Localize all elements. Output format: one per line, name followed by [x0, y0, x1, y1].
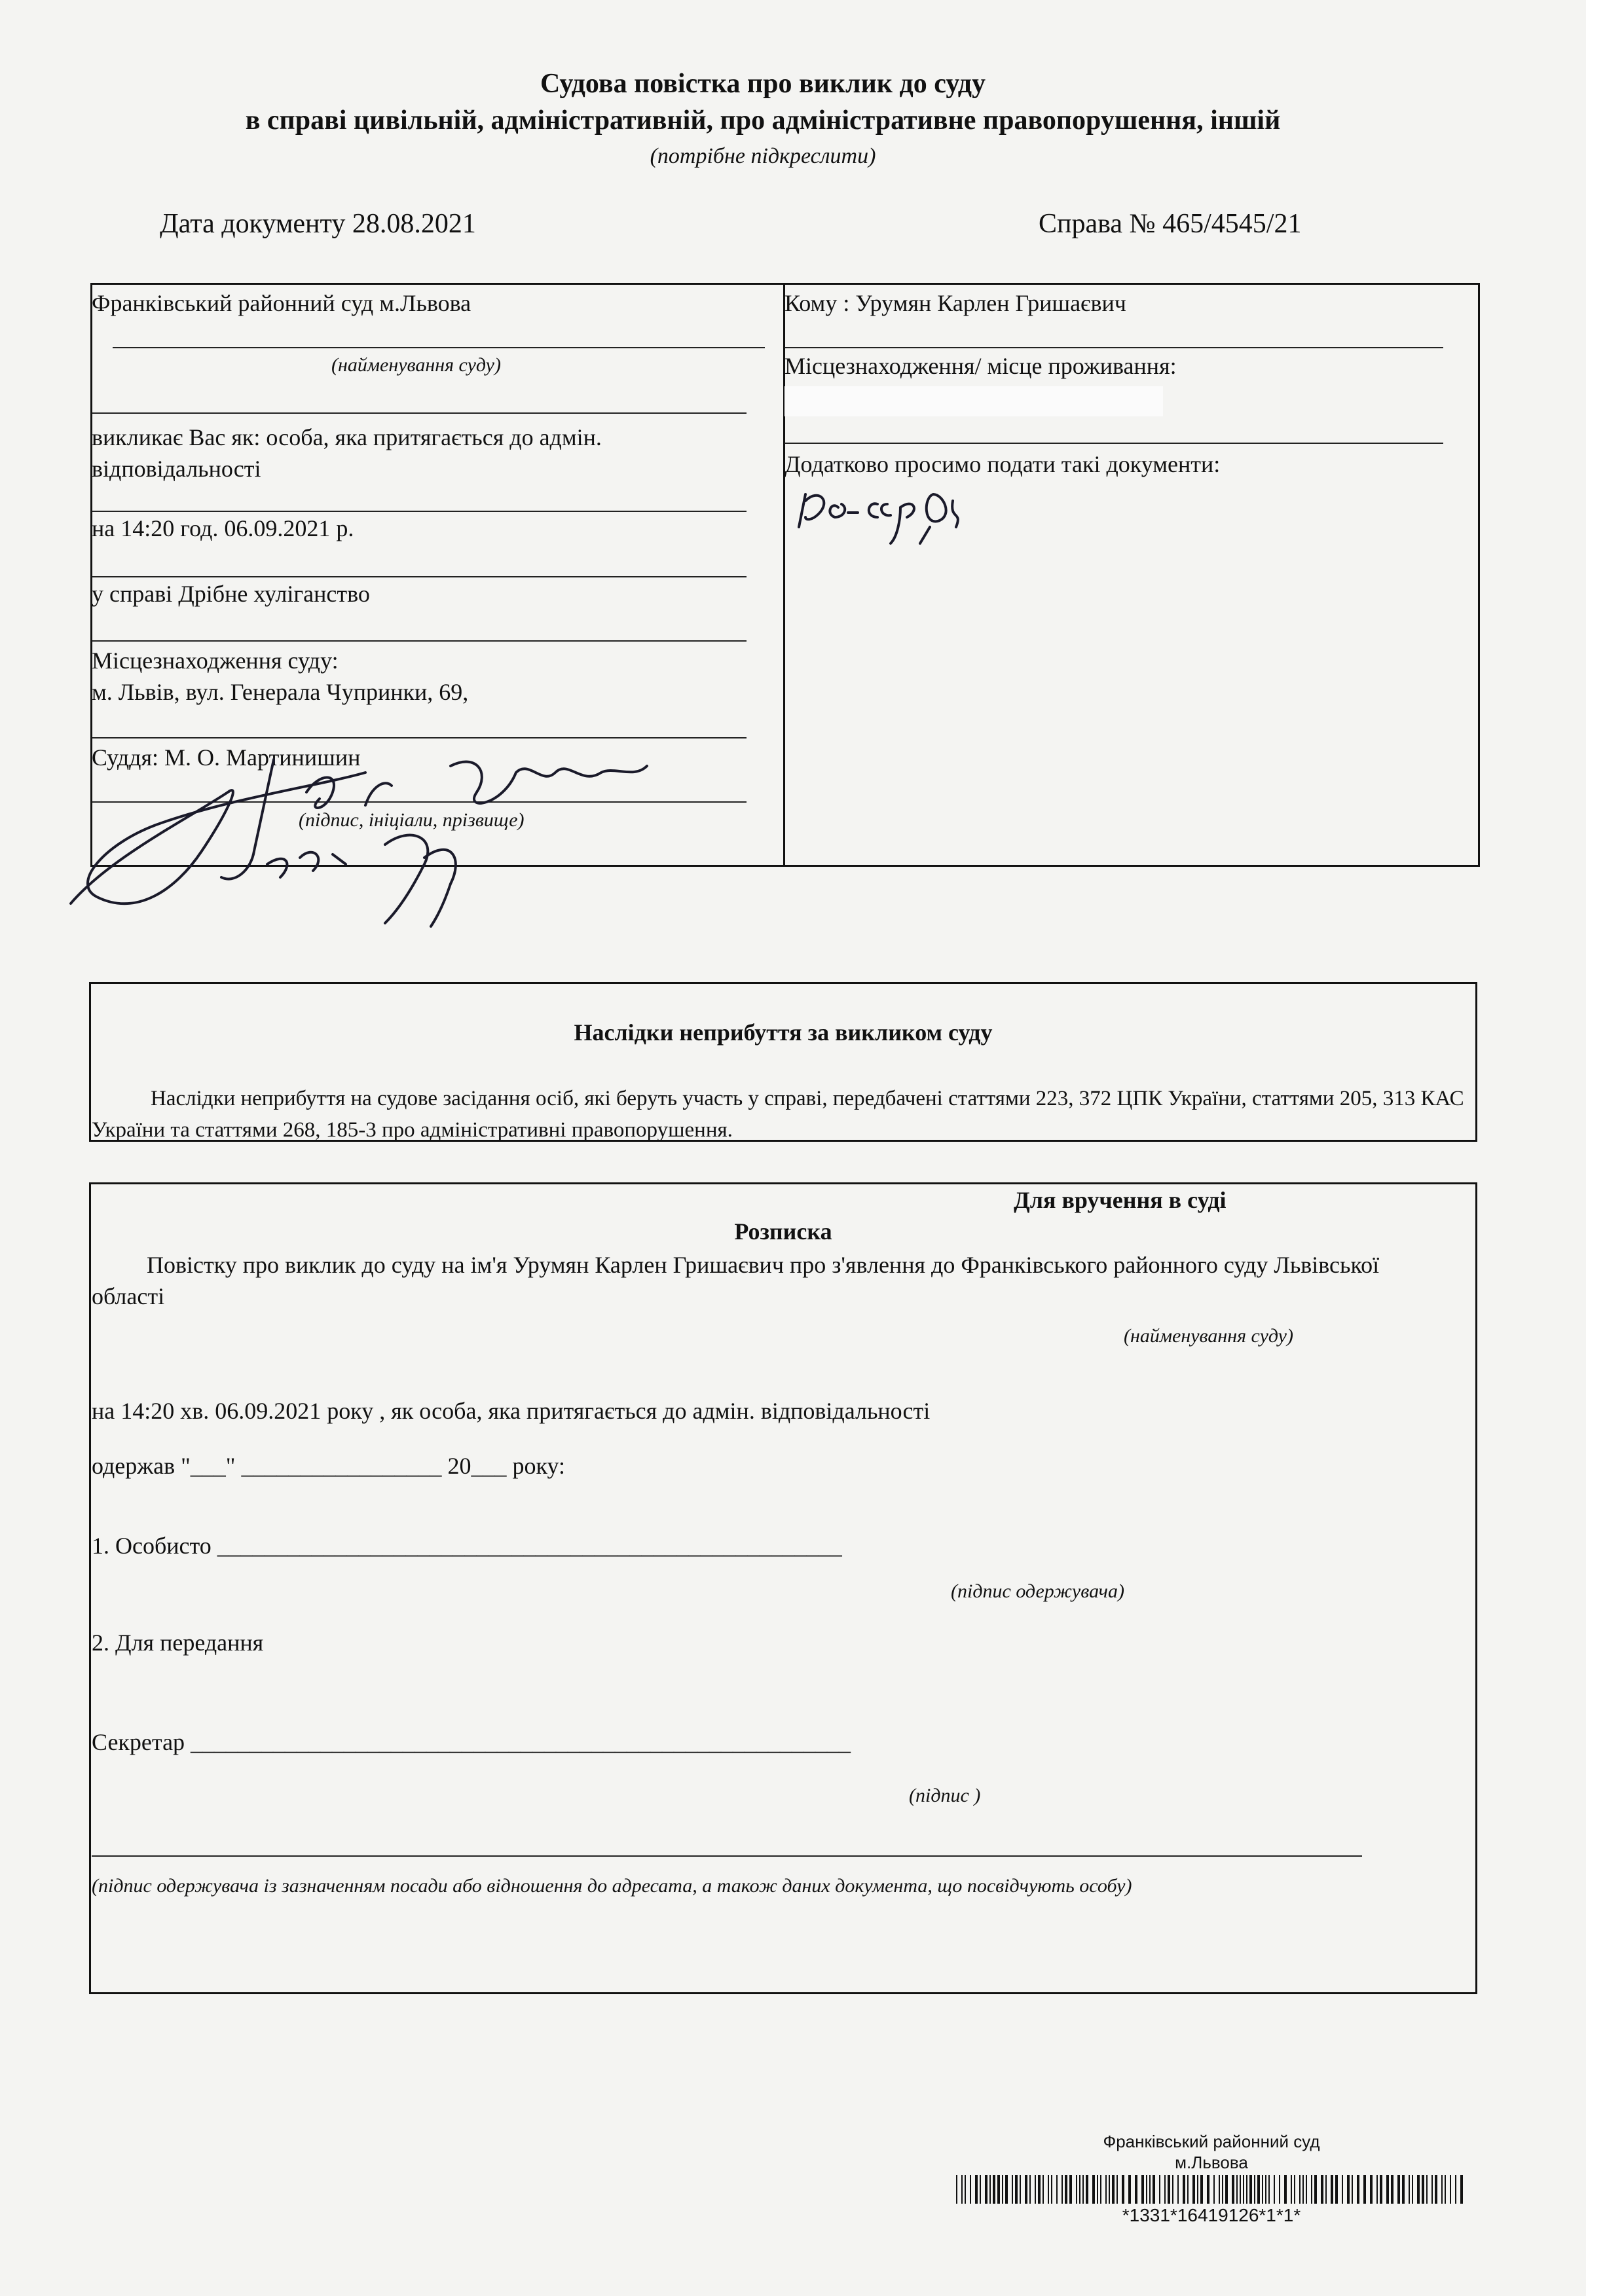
barcode-bar	[1445, 2175, 1446, 2204]
barcode-bar	[1426, 2175, 1428, 2204]
barcode-bar	[965, 2175, 966, 2204]
judge-name: Суддя: М. О. Мартинишин	[92, 744, 361, 771]
case-subject: у справі Дрібне хуліганство	[92, 581, 370, 607]
barcode-bar	[1306, 2175, 1307, 2204]
barcode-bar	[1225, 2175, 1228, 2204]
barcode-bar	[1299, 2175, 1301, 2204]
barcode-bar	[1076, 2175, 1077, 2204]
barcode-bar	[985, 2175, 987, 2204]
barcode-bar	[1391, 2175, 1393, 2204]
barcode-bar	[1435, 2175, 1437, 2204]
barcode-bar	[1284, 2175, 1287, 2204]
barcode-bar	[1409, 2175, 1410, 2204]
footer-hint: (підпис одержувача із зазначенням посади або відношення до адресата, а також даних документа, що посвідчують особу)	[92, 1875, 1132, 1897]
barcode-bar	[1441, 2175, 1443, 2204]
barcode-bar	[997, 2175, 1000, 2204]
secretary-hint: (підпис )	[909, 1785, 981, 1806]
barcode-bar	[1164, 2175, 1166, 2204]
barcode-bar	[1025, 2175, 1027, 2204]
barcode-bar	[980, 2175, 981, 2204]
barcode-bar	[1015, 2175, 1018, 2204]
consequences-title: Наслідки неприбуття за викликом суду	[574, 1019, 993, 1046]
for-court-label: Для вручення в суді	[1014, 1187, 1227, 1213]
barcode-bar	[1192, 2175, 1195, 2204]
barcode-bar	[1262, 2175, 1263, 2204]
barcode-bar	[1122, 2175, 1124, 2204]
barcode-bar	[1376, 2175, 1378, 2204]
barcode-bar	[1342, 2175, 1343, 2204]
barcode-bar	[1109, 2175, 1110, 2204]
barcode-bar	[1048, 2175, 1049, 2204]
personal-line: 1. Особисто _____________________________________________________	[92, 1533, 842, 1559]
barcode-bar	[1363, 2175, 1366, 2204]
barcode-bar	[1116, 2175, 1118, 2204]
stamp-city: м.Львова	[1175, 2153, 1248, 2172]
barcode-bar	[1294, 2175, 1295, 2204]
barcode-bar	[1153, 2175, 1155, 2204]
receipt-time: на 14:20 хв. 06.09.2021 року , як особа, яка притягається до адмін. відповідальності	[92, 1398, 931, 1424]
barcode-bar	[1213, 2175, 1215, 2204]
barcode-bar	[1082, 2175, 1084, 2204]
document-subtitle: в справі цивільній, адміністративній, про адміністративне правопорушення, іншій	[245, 105, 1281, 136]
consequences-text: Наслідки неприбуття на судове засідання осіб, які беруть участь у справі, передбачені статтями 223, 372 ЦПК України, статтями 205, 313 КАС України та статтями 268, 185-3 про адміністративні правопорушення.	[92, 1087, 1464, 1142]
barcode-bar	[1065, 2175, 1067, 2204]
barcode-bar	[1422, 2175, 1424, 2204]
barcode-bar	[1265, 2175, 1266, 2204]
barcode-bar	[1311, 2175, 1312, 2204]
barcode-bar	[1370, 2175, 1373, 2204]
hearing-time: на 14:20 год. 06.09.2021 р.	[92, 515, 354, 541]
barcode-bar	[970, 2175, 971, 2204]
barcode-bar	[989, 2175, 991, 2204]
barcode-bar	[1141, 2175, 1144, 2204]
barcode-bar	[1380, 2175, 1382, 2204]
barcode-bar	[1402, 2175, 1405, 2204]
barcode-bar	[1092, 2175, 1095, 2204]
document-date: Дата документу 28.08.2021	[160, 209, 476, 239]
barcode-bar	[1112, 2175, 1115, 2204]
court-name-hint: (найменування суду)	[331, 354, 501, 376]
barcode-bar	[1274, 2175, 1275, 2204]
barcode-bar	[1450, 2175, 1451, 2204]
court-location-address: м. Львів, вул. Генерала Чупринки, 69,	[92, 679, 469, 705]
underline-hint: (потрібне підкреслити)	[650, 144, 876, 168]
transfer-line: 2. Для передання	[92, 1630, 264, 1656]
barcode-bar	[1347, 2175, 1350, 2204]
barcode-bar	[1105, 2175, 1107, 2204]
barcode-bar	[1257, 2175, 1260, 2204]
document-title: Судова повістка про виклик до суду	[540, 69, 986, 99]
stamp-court-name: Франківський районний суд	[1103, 2132, 1320, 2151]
barcode-bar	[1207, 2175, 1209, 2204]
barcode-bar	[1268, 2175, 1270, 2204]
barcode-bar	[1200, 2175, 1203, 2204]
barcode-bar	[1397, 2175, 1400, 2204]
barcode-bar	[1325, 2175, 1327, 2204]
barcode-bar	[1236, 2175, 1238, 2204]
barcode-bar	[1249, 2175, 1252, 2204]
summons-role: викликає Вас як: особа, яка притягається до адмін. відповідальності	[92, 424, 602, 482]
receipt-title: Розписка	[734, 1218, 832, 1245]
barcode-bar	[1219, 2175, 1220, 2204]
receipt-body: Повістку про виклик до суду на ім'я Урумян Карлен Гришаєвич про з'явлення до Франківського районного суду Львівської області	[92, 1252, 1380, 1309]
barcode-bar	[1069, 2175, 1072, 2204]
barcode-bar	[1386, 2175, 1389, 2204]
barcode-bar	[1146, 2175, 1147, 2204]
barcode-bar	[1020, 2175, 1021, 2204]
barcode-bar	[1029, 2175, 1031, 2204]
barcode-bar	[1005, 2175, 1008, 2204]
barcode-bar	[1051, 2175, 1052, 2204]
barcode-bar	[1302, 2175, 1304, 2204]
handwritten-passport-note	[792, 481, 989, 547]
barcode-bar	[1177, 2175, 1179, 2204]
barcode-bar	[1043, 2175, 1044, 2204]
barcode-text: *1331*16419126*1*1*	[1122, 2205, 1301, 2225]
court-name: Франківський районний суд м.Львова	[92, 290, 471, 316]
barcode-bar	[1079, 2175, 1080, 2204]
barcode-bar	[1254, 2175, 1255, 2204]
barcode-bar	[961, 2175, 963, 2204]
barcode-bar	[1035, 2175, 1036, 2204]
barcode-bar	[1097, 2175, 1098, 2204]
barcode-bar	[1335, 2175, 1338, 2204]
scan-edge	[1586, 0, 1624, 2296]
barcode	[956, 2175, 1467, 2204]
barcode-bar	[1100, 2175, 1101, 2204]
barcode-bar	[1321, 2175, 1323, 2204]
barcode-bar	[1460, 2175, 1463, 2204]
signature-hint: (підпис, ініціали, прізвище)	[299, 809, 525, 831]
barcode-bar	[1331, 2175, 1333, 2204]
barcode-bar	[1222, 2175, 1223, 2204]
court-location-label: Місцезнаходження суду:	[92, 647, 339, 674]
received-line: одержав "___" _________________ 20___ року:	[92, 1453, 566, 1479]
barcode-bar	[1159, 2175, 1160, 2204]
barcode-bar	[1187, 2175, 1189, 2204]
barcode-bar	[1412, 2175, 1413, 2204]
barcode-bar	[1168, 2175, 1170, 2204]
barcode-bar	[1431, 2175, 1433, 2204]
barcode-bar	[1128, 2175, 1131, 2204]
barcode-bar	[1149, 2175, 1151, 2204]
barcode-bar	[1417, 2175, 1420, 2204]
barcode-bar	[1240, 2175, 1241, 2204]
barcode-bar	[1002, 2175, 1003, 2204]
barcode-bar	[993, 2175, 995, 2204]
extra-docs-label: Додатково просимо подати такі документи:	[784, 451, 1221, 477]
case-number: Справа № 465/4545/21	[1039, 209, 1302, 239]
secretary-line: Секретар ________________________________________________________	[92, 1729, 851, 1755]
barcode-bar	[1012, 2175, 1013, 2204]
residence-label: Місцезнаходження/ місце проживання:	[784, 353, 1177, 379]
barcode-bar	[1279, 2175, 1280, 2204]
barcode-bar	[956, 2175, 957, 2204]
barcode-bar	[1291, 2175, 1292, 2204]
barcode-bar	[1246, 2175, 1247, 2204]
barcode-bar	[1314, 2175, 1317, 2204]
barcode-bar	[1172, 2175, 1173, 2204]
barcode-bar	[1061, 2175, 1063, 2204]
barcode-bar	[1056, 2175, 1058, 2204]
judge-signature	[58, 746, 686, 930]
barcode-bar	[1086, 2175, 1088, 2204]
barcode-bar	[1183, 2175, 1185, 2204]
barcode-bar	[1135, 2175, 1137, 2204]
barcode-bar	[975, 2175, 978, 2204]
barcode-bar	[1232, 2175, 1234, 2204]
recipient: Кому : Урумян Карлен Гришаєвич	[784, 290, 1126, 316]
barcode-bar	[1352, 2175, 1353, 2204]
barcode-bar	[1197, 2175, 1198, 2204]
receipt-court-hint: (найменування суду)	[1124, 1325, 1293, 1347]
personal-hint: (підпис одержувача)	[951, 1580, 1124, 1602]
barcode-bar	[1243, 2175, 1244, 2204]
barcode-bar	[1038, 2175, 1041, 2204]
barcode-bar	[1455, 2175, 1456, 2204]
barcode-bar	[1357, 2175, 1359, 2204]
redacted-address	[784, 386, 1163, 416]
